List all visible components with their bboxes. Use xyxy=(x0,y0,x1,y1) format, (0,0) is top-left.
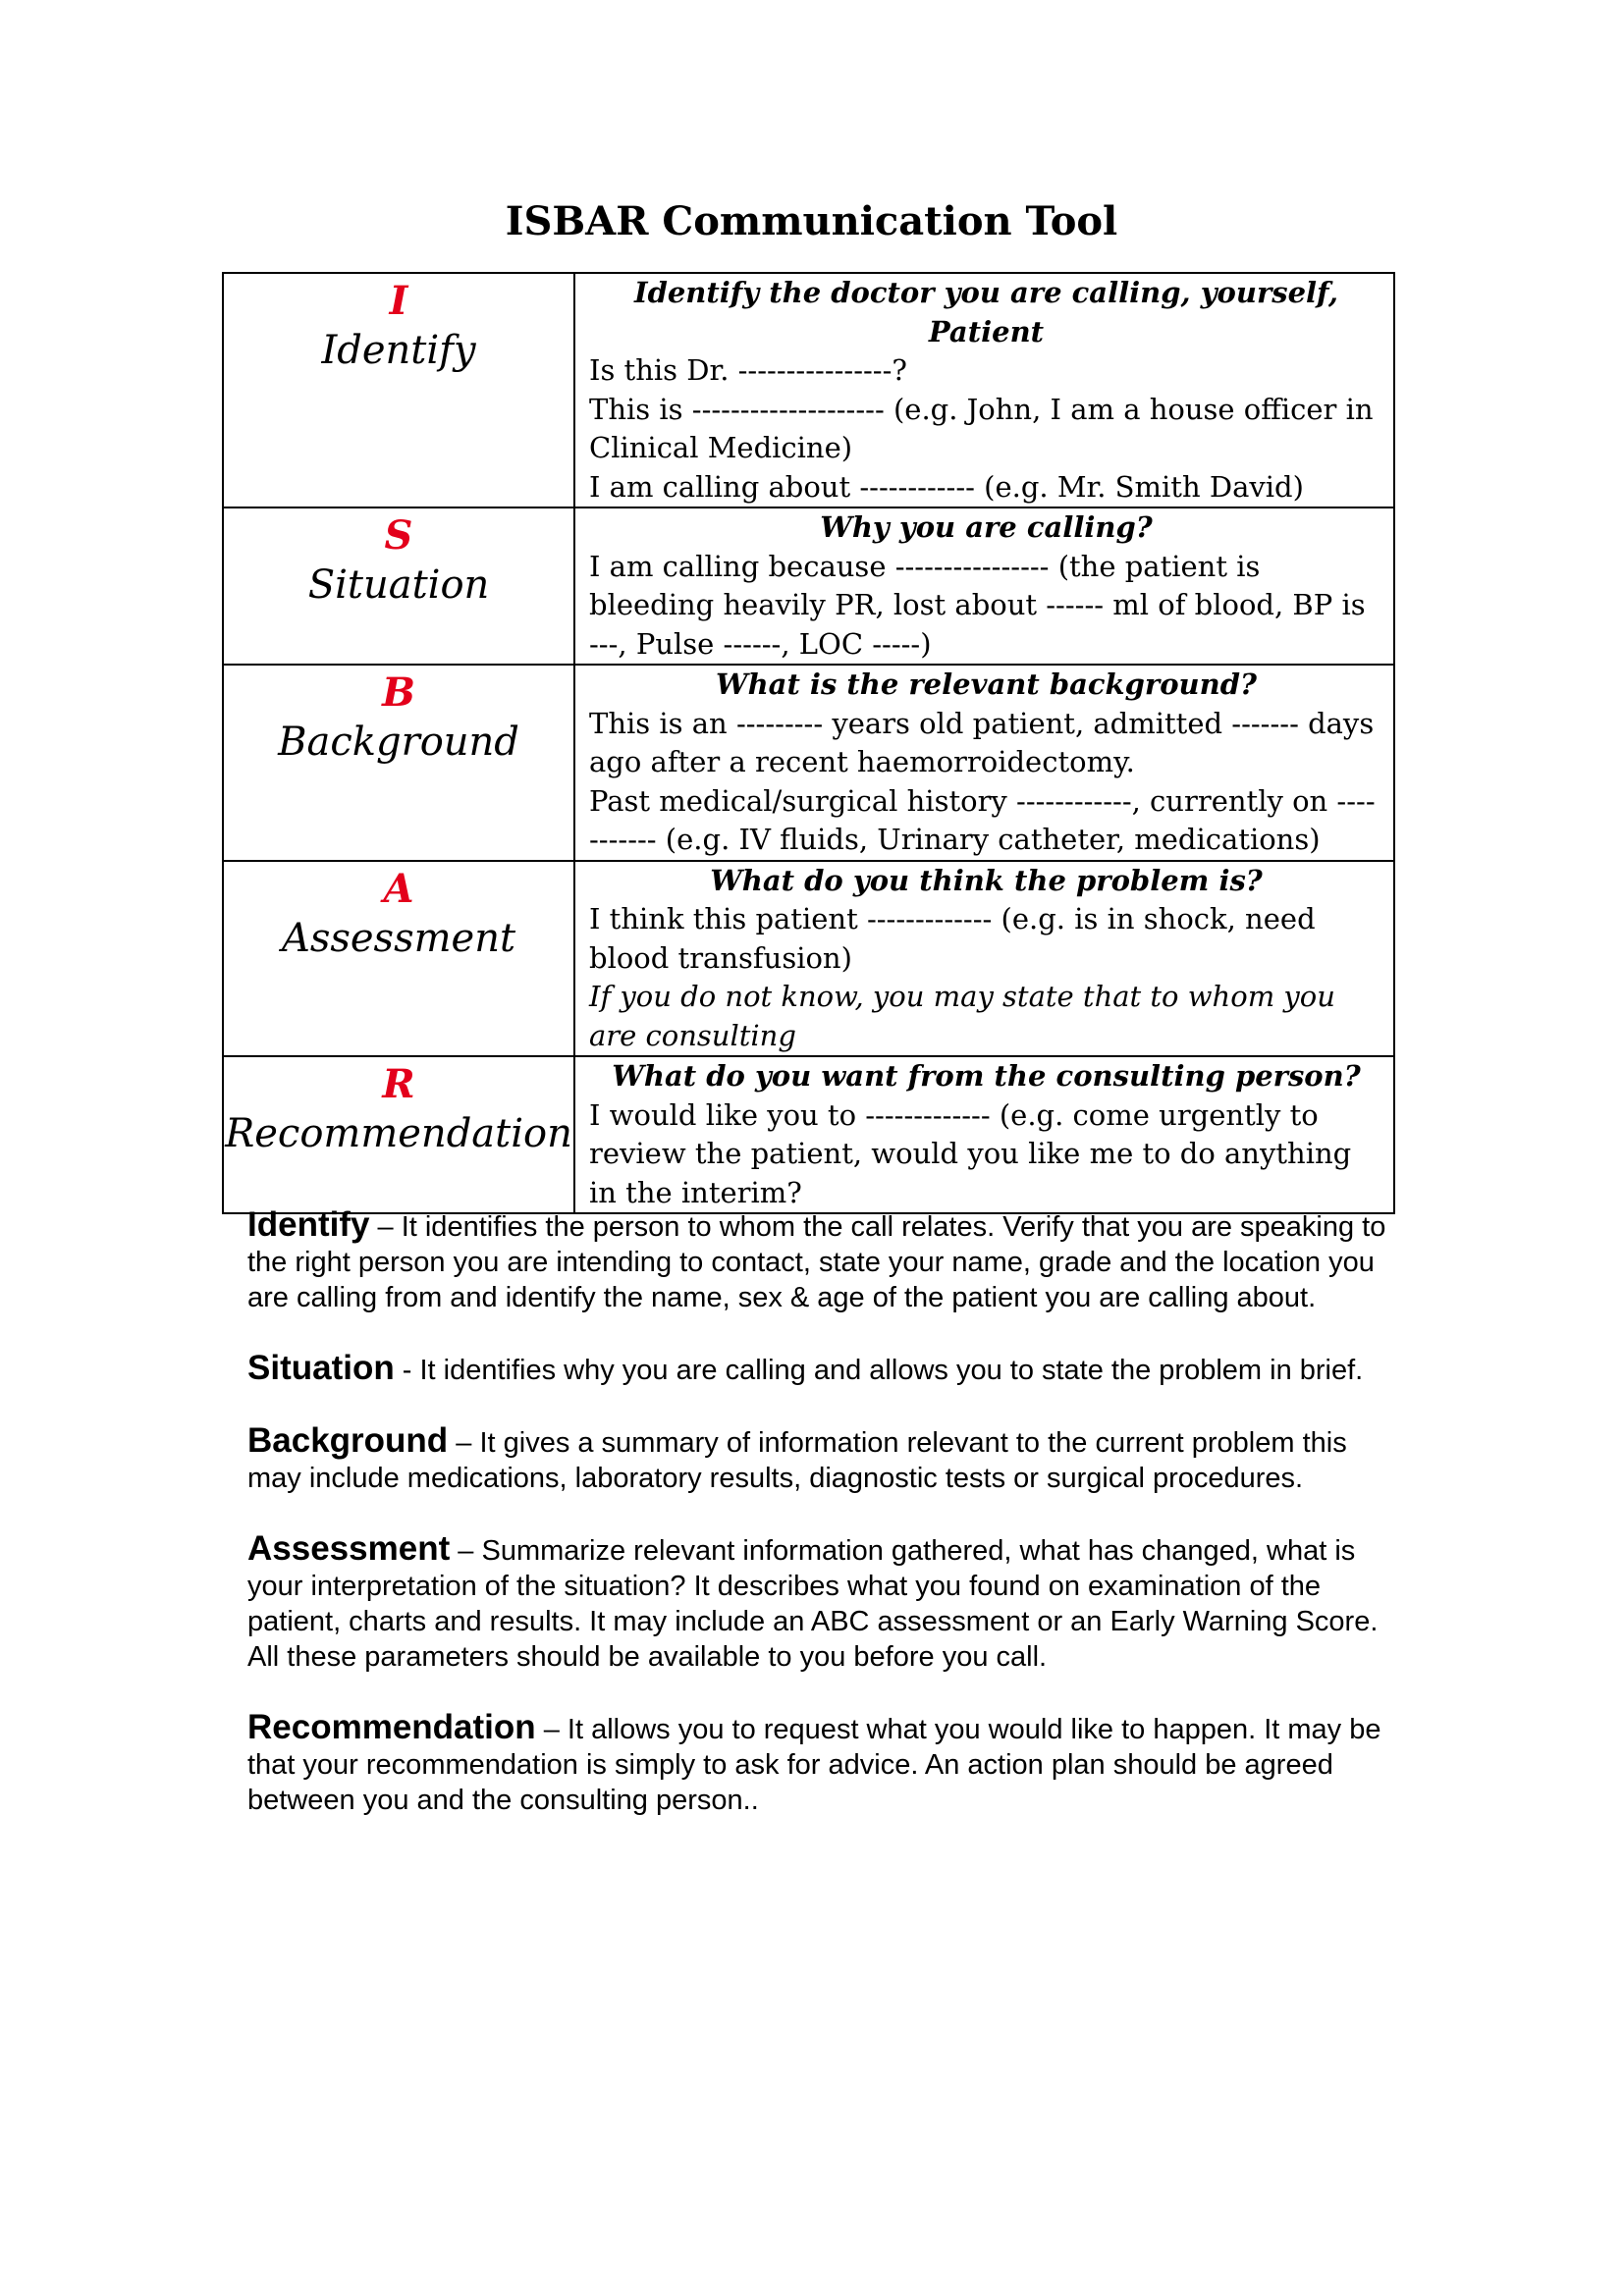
row-letter: R xyxy=(382,1061,415,1107)
row-heading: What is the relevant background? xyxy=(716,667,1257,701)
row-content-background xyxy=(574,665,1394,861)
row-word: Background xyxy=(278,720,519,765)
row-word: Situation xyxy=(307,562,490,608)
definition-background xyxy=(247,1423,1398,1496)
row-heading: Why you are calling? xyxy=(820,510,1153,544)
row-line: I am calling because ---------------- (the patient is bleeding heavily PR, lost about ------ ml of blood, BP is ---, Pulse ------, LOC -----) xyxy=(589,549,1366,661)
definitions xyxy=(247,1207,1398,1853)
definition-situation xyxy=(247,1351,1398,1388)
row-line: This is an --------- years old patient, admitted ------- days ago after a recent haemorroidectomy. xyxy=(589,706,1375,778)
row-label-assessment xyxy=(223,861,574,1057)
definition-term: Assessment xyxy=(247,1529,451,1568)
row-label-situation xyxy=(223,507,574,665)
row-heading: Identify the doctor you are calling, yourself, Patient xyxy=(634,276,1338,348)
definition-text: – Summarize relevant information gathered, what has changed, what is your interpretation of the situation? It describes what you found on examination of the patient, charts and results. It may include an ABC assessment or an Early Warning Score. All these parameters should be available to you before you call. xyxy=(247,1535,1379,1673)
row-line: This is -------------------- (e.g. John, I am a house officer in Clinical Medicine) xyxy=(589,392,1374,464)
definition-term: Background xyxy=(247,1421,449,1460)
definition-term: Identify xyxy=(247,1205,370,1244)
definition-text: - It identifies why you are calling and allows you to state the problem in brief. xyxy=(394,1355,1364,1386)
row-line: I am calling about ------------ (e.g. Mr. Smith David) xyxy=(589,469,1304,504)
row-letter: A xyxy=(383,865,414,912)
table-row-recommendation xyxy=(223,1056,1394,1213)
definition-assessment xyxy=(247,1531,1398,1675)
row-word: Assessment xyxy=(281,915,516,961)
definition-term: Situation xyxy=(247,1349,395,1387)
row-line: Is this Dr. ----------------? xyxy=(589,353,907,387)
row-letter: I xyxy=(389,278,408,324)
row-line: Past medical/surgical history ------------, currently on ----------- (e.g. IV fluids, Urinary catheter, medications) xyxy=(589,783,1376,856)
row-line: I think this patient ------------- (e.g. is in shock, need blood transfusion) xyxy=(589,902,1316,975)
row-label-background xyxy=(223,665,574,861)
page-title: ISBAR Communication Tool xyxy=(505,198,1118,244)
definition-identify xyxy=(247,1207,1398,1315)
row-content-assessment xyxy=(574,861,1394,1057)
row-line: I would like you to ------------- (e.g. come urgently to review the patient, would you like me to do anything in the interim? xyxy=(589,1097,1352,1209)
table-row-assessment xyxy=(223,861,1394,1057)
definition-text: – It gives a summary of information relevant to the current problem this may include medications, laboratory results, diagnostic tests or surgical procedures. xyxy=(247,1427,1347,1494)
row-content-recommendation xyxy=(574,1056,1394,1213)
table-row-background xyxy=(223,665,1394,861)
table-row-situation xyxy=(223,507,1394,665)
table-row-identify xyxy=(223,273,1394,507)
row-letter: B xyxy=(382,669,415,716)
isbar-table xyxy=(222,272,1395,1214)
row-word: Recommendation xyxy=(225,1111,572,1156)
row-heading: What do you think the problem is? xyxy=(710,863,1263,897)
row-letter: S xyxy=(384,512,413,559)
row-heading: What do you want from the consulting person? xyxy=(612,1059,1361,1093)
row-line-italic: If you do not know, you may state that to whom you are consulting xyxy=(589,980,1335,1052)
row-content-situation xyxy=(574,507,1394,665)
definition-text: – It allows you to request what you would like to happen. It may be that your recommendation is simply to ask for advice. An action plan should be agreed between you and the consulting person.. xyxy=(247,1714,1381,1816)
definition-text: – It identifies the person to whom the call relates. Verify that you are speaking to the right person you are intending to contact, state your name, grade and the location you are calling from and identify the name, sex & age of the patient you are calling about. xyxy=(247,1211,1386,1313)
row-content-identify xyxy=(574,273,1394,507)
row-label-identify xyxy=(223,273,574,507)
definition-term: Recommendation xyxy=(247,1708,536,1746)
definition-recommendation xyxy=(247,1710,1398,1818)
row-word: Identify xyxy=(321,328,476,373)
row-label-recommendation xyxy=(223,1056,574,1213)
